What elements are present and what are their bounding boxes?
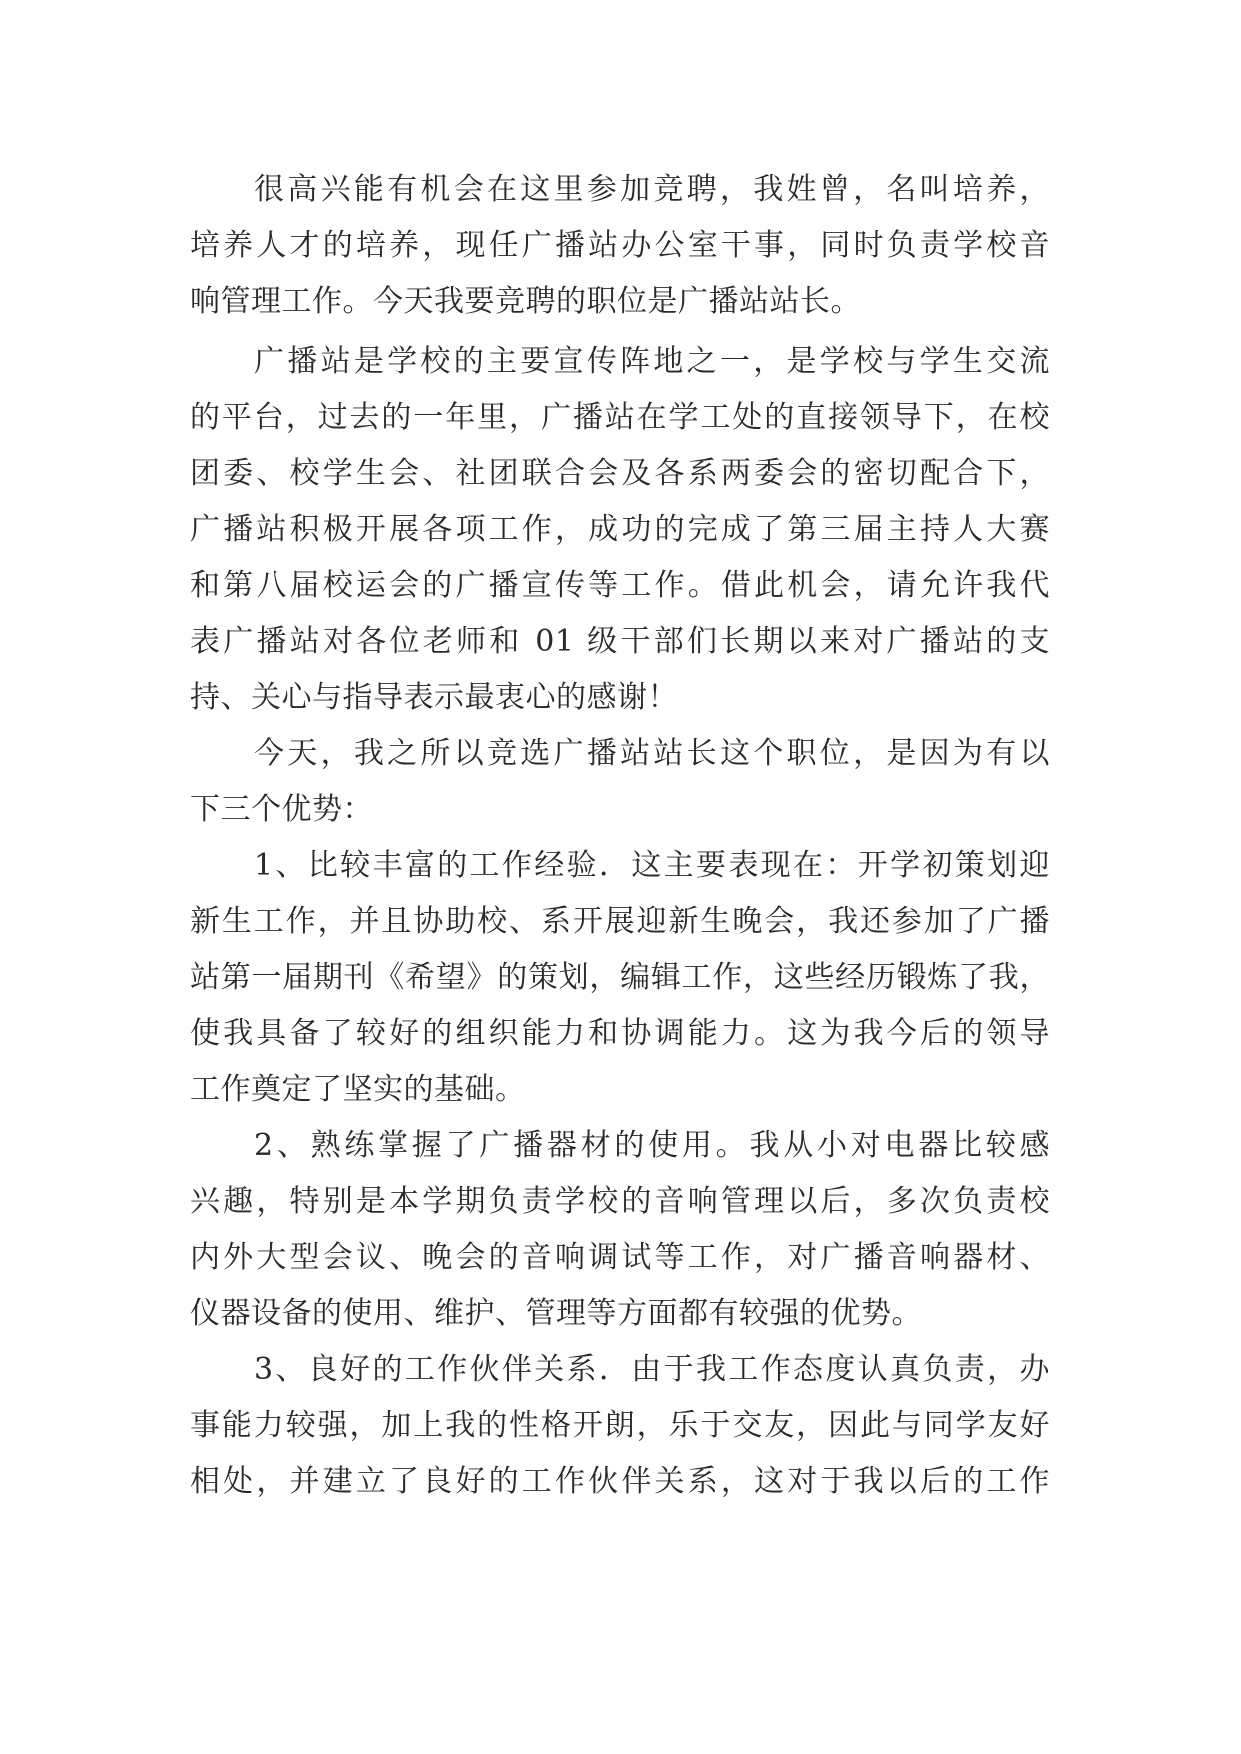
paragraph-6-line-1: 3、良好的工作伙伴关系．由于我工作态度认真负责，办	[254, 1352, 1050, 1387]
paragraph-2-line-7: 持、关心与指导表示最衷心的感谢！	[190, 680, 678, 715]
paragraph-3-line-2: 下三个优势：	[190, 792, 373, 827]
paragraph-4-line-3: 站第一届期刊《希望》的策划，编辑工作，这些经历锻炼了我，	[190, 960, 1050, 995]
document-body	[190, 162, 1050, 1510]
paragraph-2-line-6: 表广播站对各位老师和 01 级干部们长期以来对广播站的支	[190, 624, 1050, 659]
paragraph-5-line-3: 内外大型会议、晚会的音响调试等工作，对广播音响器材、	[190, 1240, 1050, 1275]
paragraph-6-line-2: 事能力较强，加上我的性格开朗，乐于交友，因此与同学友好	[190, 1408, 1050, 1443]
paragraph-5-line-4: 仪器设备的使用、维护、管理等方面都有较强的优势。	[190, 1296, 922, 1331]
paragraph-1-line-1: 很高兴能有机会在这里参加竞聘，我姓曾，名叫培养，	[254, 172, 1050, 207]
paragraph-2-line-1: 广播站是学校的主要宣传阵地之一，是学校与学生交流	[254, 344, 1050, 379]
paragraph-4-line-4: 使我具备了较好的组织能力和协调能力。这为我今后的领导	[190, 1016, 1050, 1051]
paragraph-2-line-4: 广播站积极开展各项工作，成功的完成了第三届主持人大赛	[190, 512, 1050, 547]
paragraph-5-line-2: 兴趣，特别是本学期负责学校的音响管理以后，多次负责校	[190, 1184, 1050, 1219]
paragraph-6-line-3: 相处，并建立了良好的工作伙伴关系，这对于我以后的工作	[190, 1464, 1050, 1499]
paragraph-1-line-3: 响管理工作。今天我要竞聘的职位是广播站站长。	[190, 284, 861, 319]
paragraph-1-line-2: 培养人才的培养，现任广播站办公室干事，同时负责学校音	[190, 228, 1050, 263]
paragraph-4-line-5: 工作奠定了坚实的基础。	[190, 1072, 526, 1107]
paragraph-4-line-2: 新生工作，并且协助校、系开展迎新生晚会，我还参加了广播	[190, 904, 1050, 939]
paragraph-2-line-3: 团委、校学生会、社团联合会及各系两委会的密切配合下，	[190, 456, 1050, 491]
paragraph-5-line-1: 2、熟练掌握了广播器材的使用。我从小对电器比较感	[254, 1128, 1050, 1163]
paragraph-3-line-1: 今天，我之所以竞选广播站站长这个职位，是因为有以	[254, 736, 1050, 771]
paragraph-2-line-5: 和第八届校运会的广播宣传等工作。借此机会，请允许我代	[190, 568, 1050, 603]
paragraph-4-line-1: 1、比较丰富的工作经验．这主要表现在：开学初策划迎	[254, 848, 1050, 883]
paragraph-2-line-2: 的平台，过去的一年里，广播站在学工处的直接领导下，在校	[190, 400, 1050, 435]
